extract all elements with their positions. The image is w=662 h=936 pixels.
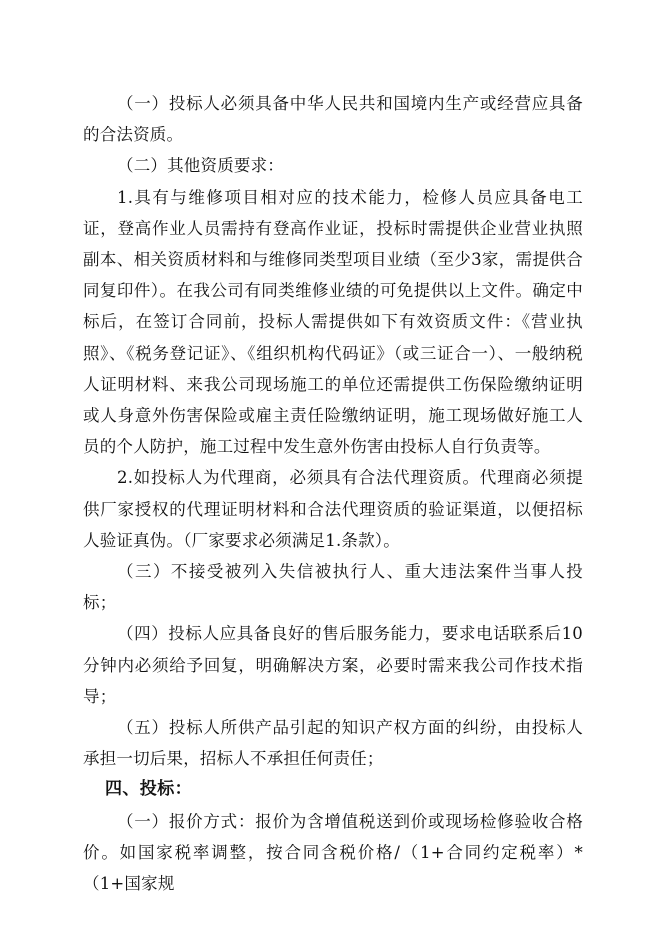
paragraph-agent-qualification: 2.如投标人为代理商，必须具有合法代理资质。代理商必须提供厂家授权的代理证明材料和合法代理资质的验证渠道，以便招标人验证真伪。（厂家要求必须满足1.条款）。 bbox=[83, 468, 583, 550]
paragraph-qualification-2: （二）其他资质要求： bbox=[117, 156, 284, 176]
paragraph-technical-ability: 1.具有与维修项目相对应的技术能力，检修人员应具备电工证，登高作业人员需持有登高作业证，投标时需提供企业营业执照副本、相关资质材料和与维修同类型项目业绩（至少3家，需提供合同复印件）。在我公司有同类维修业绩的可免提供以上文件。确定中标后，在签订合同前，投标人需提供如下有效资质文件：《营业执照》、《税务登记证》、《组织机构代码证》（或三证合一）、一般纳税人证明材料、来我公司现场施工的单位还需提供工伤保险缴纳证明或人身意外伤害保险或雇主责任险缴纳证明，施工现场做好施工人员的个人防护，施工过程中发生意外伤害由投标人自行负责等。 bbox=[83, 187, 583, 457]
paragraph-exclusion: （三）不接受被列入失信被执行人、重大违法案件当事人投标； bbox=[83, 562, 583, 613]
paragraph-qualification-1: （一）投标人必须具备中华人民共和国境内生产或经营应具备的合法资质。 bbox=[83, 94, 583, 145]
paragraph-ip-liability: （五）投标人所供产品引起的知识产权方面的纠纷，由投标人承担一切后果，招标人不承担任何责任； bbox=[83, 718, 583, 769]
paragraph-quotation-method: （一）报价方式：报价为含增值税送到价或现场检修验收合格价。如国家税率调整，按合同含税价格/（1+合同约定税率）*（1+国家规 bbox=[83, 811, 583, 894]
section-heading-bidding: 四、投标： bbox=[105, 779, 192, 800]
document-body bbox=[83, 88, 583, 899]
paragraph-after-sales: （四）投标人应具备良好的售后服务能力，要求电话联系后10分钟内必须给予回复，明确解决方案，必要时需来我公司作技术指导； bbox=[83, 624, 583, 706]
